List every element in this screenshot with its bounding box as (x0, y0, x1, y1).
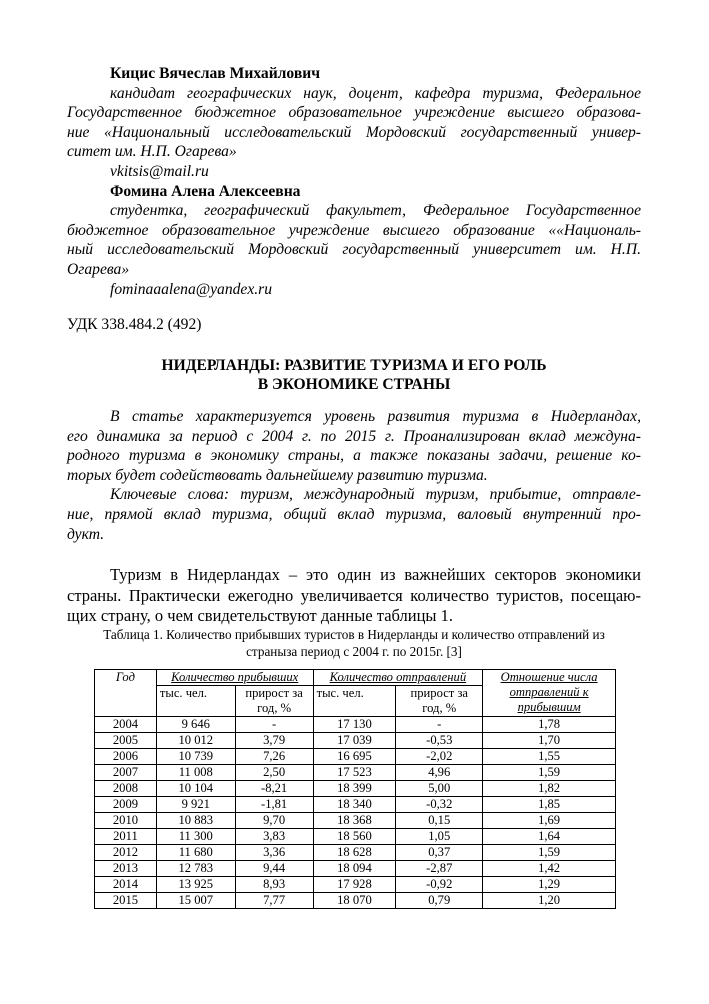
header-arrivals (156, 670, 313, 686)
cell-year: 2004 (95, 717, 157, 733)
cell-departures-growth: 5,00 (396, 781, 483, 797)
cell-departures-growth: 1,05 (396, 829, 483, 845)
cell-arrivals: 11 300 (156, 829, 235, 845)
cell-departures-growth: 0,37 (396, 845, 483, 861)
cell-departures-growth: -0,92 (396, 877, 483, 893)
author-name: Фомина Алена Алексеевна (110, 182, 301, 200)
article-title-line: НИДЕРЛАНДЫ: РАЗВИТИЕ ТУРИЗМА И ЕГО РОЛЬ (161, 357, 547, 374)
author-affiliation-line: Огарева» (67, 260, 130, 278)
cell-departures-growth: -0,32 (396, 797, 483, 813)
header-arrivals-growth (235, 686, 313, 717)
table-header-row (95, 670, 616, 686)
table-caption-line: страныза период с 2004 г. по 2015г. [3] (246, 643, 462, 659)
cell-ratio: 1,82 (483, 781, 616, 797)
cell-arrivals: 10 883 (156, 813, 235, 829)
udk-code: УДК 338.484.2 (492) (67, 316, 202, 333)
header-departures-growth (396, 686, 483, 717)
cell-arrivals-growth: -8,21 (235, 781, 313, 797)
body-paragraph (67, 565, 641, 627)
header-ratio-line: Отношение числа (500, 670, 598, 684)
table-row (95, 861, 616, 877)
cell-departures-growth: -2,02 (396, 749, 483, 765)
cell-arrivals: 10 104 (156, 781, 235, 797)
table-row (95, 749, 616, 765)
data-table (94, 669, 616, 909)
cell-ratio: 1,69 (483, 813, 616, 829)
author-affiliation-line: ситет им. Н.П. Огарева» (67, 143, 237, 161)
cell-arrivals-growth: 7,26 (235, 749, 313, 765)
abstract (67, 407, 641, 544)
cell-year: 2006 (95, 749, 157, 765)
table-row (95, 765, 616, 781)
cell-arrivals-growth: 3,36 (235, 845, 313, 861)
table-row (95, 813, 616, 829)
cell-year: 2013 (95, 861, 157, 877)
cell-departures-growth: -0,53 (396, 733, 483, 749)
cell-year: 2014 (95, 877, 157, 893)
cell-arrivals-growth: -1,81 (235, 797, 313, 813)
cell-departures: 18 340 (313, 797, 396, 813)
header-year: Год (95, 670, 157, 717)
cell-arrivals-growth: 2,50 (235, 765, 313, 781)
body-line: страны. Практически ежегодно увеличивается количество туристов, посещаю- (67, 585, 641, 605)
cell-year: 2012 (95, 845, 157, 861)
cell-ratio: 1,55 (483, 749, 616, 765)
cell-arrivals: 12 783 (156, 861, 235, 877)
cell-arrivals: 11 680 (156, 845, 235, 861)
cell-departures: 17 523 (313, 765, 396, 781)
cell-year: 2015 (95, 893, 157, 909)
header-growth-line: прирост за (245, 686, 303, 700)
keywords-line: Ключевые слова: туризм, международный туризм, прибытие, отправле- (110, 486, 641, 504)
header-growth-line: прирост за (410, 686, 469, 700)
table-row (95, 733, 616, 749)
cell-departures: 18 094 (313, 861, 396, 877)
cell-year: 2007 (95, 765, 157, 781)
cell-departures: 18 368 (313, 813, 396, 829)
header-growth-line: год, % (257, 701, 292, 715)
header-ratio-line: отправлений к (509, 685, 589, 699)
cell-year: 2011 (95, 829, 157, 845)
table-row (95, 893, 616, 909)
cell-departures: 18 628 (313, 845, 396, 861)
cell-ratio: 1,85 (483, 797, 616, 813)
cell-departures: 18 070 (313, 893, 396, 909)
cell-year: 2005 (95, 733, 157, 749)
cell-arrivals: 9 921 (156, 797, 235, 813)
cell-ratio: 1,42 (483, 861, 616, 877)
cell-departures: 18 399 (313, 781, 396, 797)
table-body (95, 717, 616, 909)
header-ratio-line: прибывшим (517, 700, 581, 714)
cell-arrivals: 10 012 (156, 733, 235, 749)
article-title-line: В ЭКОНОМИКЕ СТРАНЫ (257, 376, 451, 393)
keywords-line: дукт. (67, 525, 105, 543)
table-caption-line: Таблица 1. Количество прибывших туристов в Нидерланды и количество отправлений из (103, 627, 605, 642)
header-ratio (483, 670, 616, 717)
author-affiliation-line: студентка, географический факультет, Федеральное Государственное (110, 202, 641, 220)
cell-arrivals: 10 739 (156, 749, 235, 765)
table-row (95, 877, 616, 893)
table-caption (67, 627, 641, 660)
cell-ratio: 1,59 (483, 765, 616, 781)
cell-arrivals: 11 008 (156, 765, 235, 781)
body-line: Туризм в Нидерландах – это один из важнейших секторов экономики (110, 565, 641, 584)
table-row (95, 845, 616, 861)
cell-arrivals-growth: 3,79 (235, 733, 313, 749)
table-row (95, 781, 616, 797)
cell-arrivals-growth: 3,83 (235, 829, 313, 845)
cell-arrivals-growth: 9,44 (235, 861, 313, 877)
cell-departures-growth: - (396, 717, 483, 733)
header-departures-thousands: тыс. чел. (313, 686, 396, 717)
cell-departures: 18 560 (313, 829, 396, 845)
keywords-line: ние, прямой вклад туризма, общий вклад туризма, валовый внутренний про- (67, 505, 641, 523)
cell-departures: 17 039 (313, 733, 396, 749)
header-arrivals-thousands: тыс. чел. (156, 686, 235, 717)
cell-arrivals: 15 007 (156, 893, 235, 909)
abstract-line: родного туризма в экономику страны, а также показаны задачи, решение ко- (67, 447, 641, 465)
cell-ratio: 1,20 (483, 893, 616, 909)
cell-departures: 16 695 (313, 749, 396, 765)
cell-arrivals-growth: 8,93 (235, 877, 313, 893)
abstract-line: торых будет содействовать дальнейшему развитию туризма. (67, 466, 488, 484)
abstract-line: его динамика за период с 2004 г. по 2015 г. Проанализирован вклад междуна- (67, 427, 641, 445)
cell-arrivals: 13 925 (156, 877, 235, 893)
cell-departures-growth: -2,87 (396, 861, 483, 877)
cell-ratio: 1,78 (483, 717, 616, 733)
cell-departures-growth: 0,15 (396, 813, 483, 829)
cell-departures-growth: 0,79 (396, 893, 483, 909)
author-block (67, 64, 641, 299)
cell-ratio: 1,64 (483, 829, 616, 845)
cell-arrivals-growth: - (235, 717, 313, 733)
cell-ratio: 1,59 (483, 845, 616, 861)
author-affiliation-line: ние «Национальный исследовательский Мордовский государственный универ- (67, 123, 641, 141)
cell-arrivals-growth: 7,77 (235, 893, 313, 909)
header-departures (313, 670, 483, 686)
author-affiliation-line: Государственное бюджетное образовательное учреждение высшего образова- (67, 104, 641, 122)
table-row (95, 717, 616, 733)
author-affiliation-line: бюджетное образовательное учреждение высшего образование ««Националь- (67, 221, 641, 239)
author-email: vkitsis@mail.ru (110, 162, 209, 180)
author-email: fominaaalena@yandex.ru (110, 280, 273, 298)
cell-ratio: 1,29 (483, 877, 616, 893)
table-row (95, 797, 616, 813)
cell-departures: 17 928 (313, 877, 396, 893)
author-affiliation-line: кандидат географических наук, доцент, кафедра туризма, Федеральное (110, 84, 641, 102)
cell-year: 2008 (95, 781, 157, 797)
cell-ratio: 1,70 (483, 733, 616, 749)
cell-arrivals: 9 646 (156, 717, 235, 733)
header-departures-label: Количество отправлений (329, 670, 467, 684)
author-name: Кицис Вячеслав Михайлович (110, 65, 321, 82)
cell-departures: 17 130 (313, 717, 396, 733)
cell-arrivals-growth: 9,70 (235, 813, 313, 829)
body-line: щих страну, о чем свидетельствуют данные таблицы 1. (67, 606, 453, 625)
header-growth-line: год, % (422, 701, 457, 715)
author-affiliation-line: ный исследовательский Мордовский государственный университет им. Н.П. (67, 241, 641, 259)
table-row (95, 829, 616, 845)
article-title (67, 356, 641, 394)
cell-departures-growth: 4,96 (396, 765, 483, 781)
cell-year: 2010 (95, 813, 157, 829)
abstract-line: В статье характеризуется уровень развития туризма в Нидерландах, (110, 408, 641, 425)
cell-year: 2009 (95, 797, 157, 813)
header-arrivals-label: Количество прибывших (171, 670, 299, 684)
